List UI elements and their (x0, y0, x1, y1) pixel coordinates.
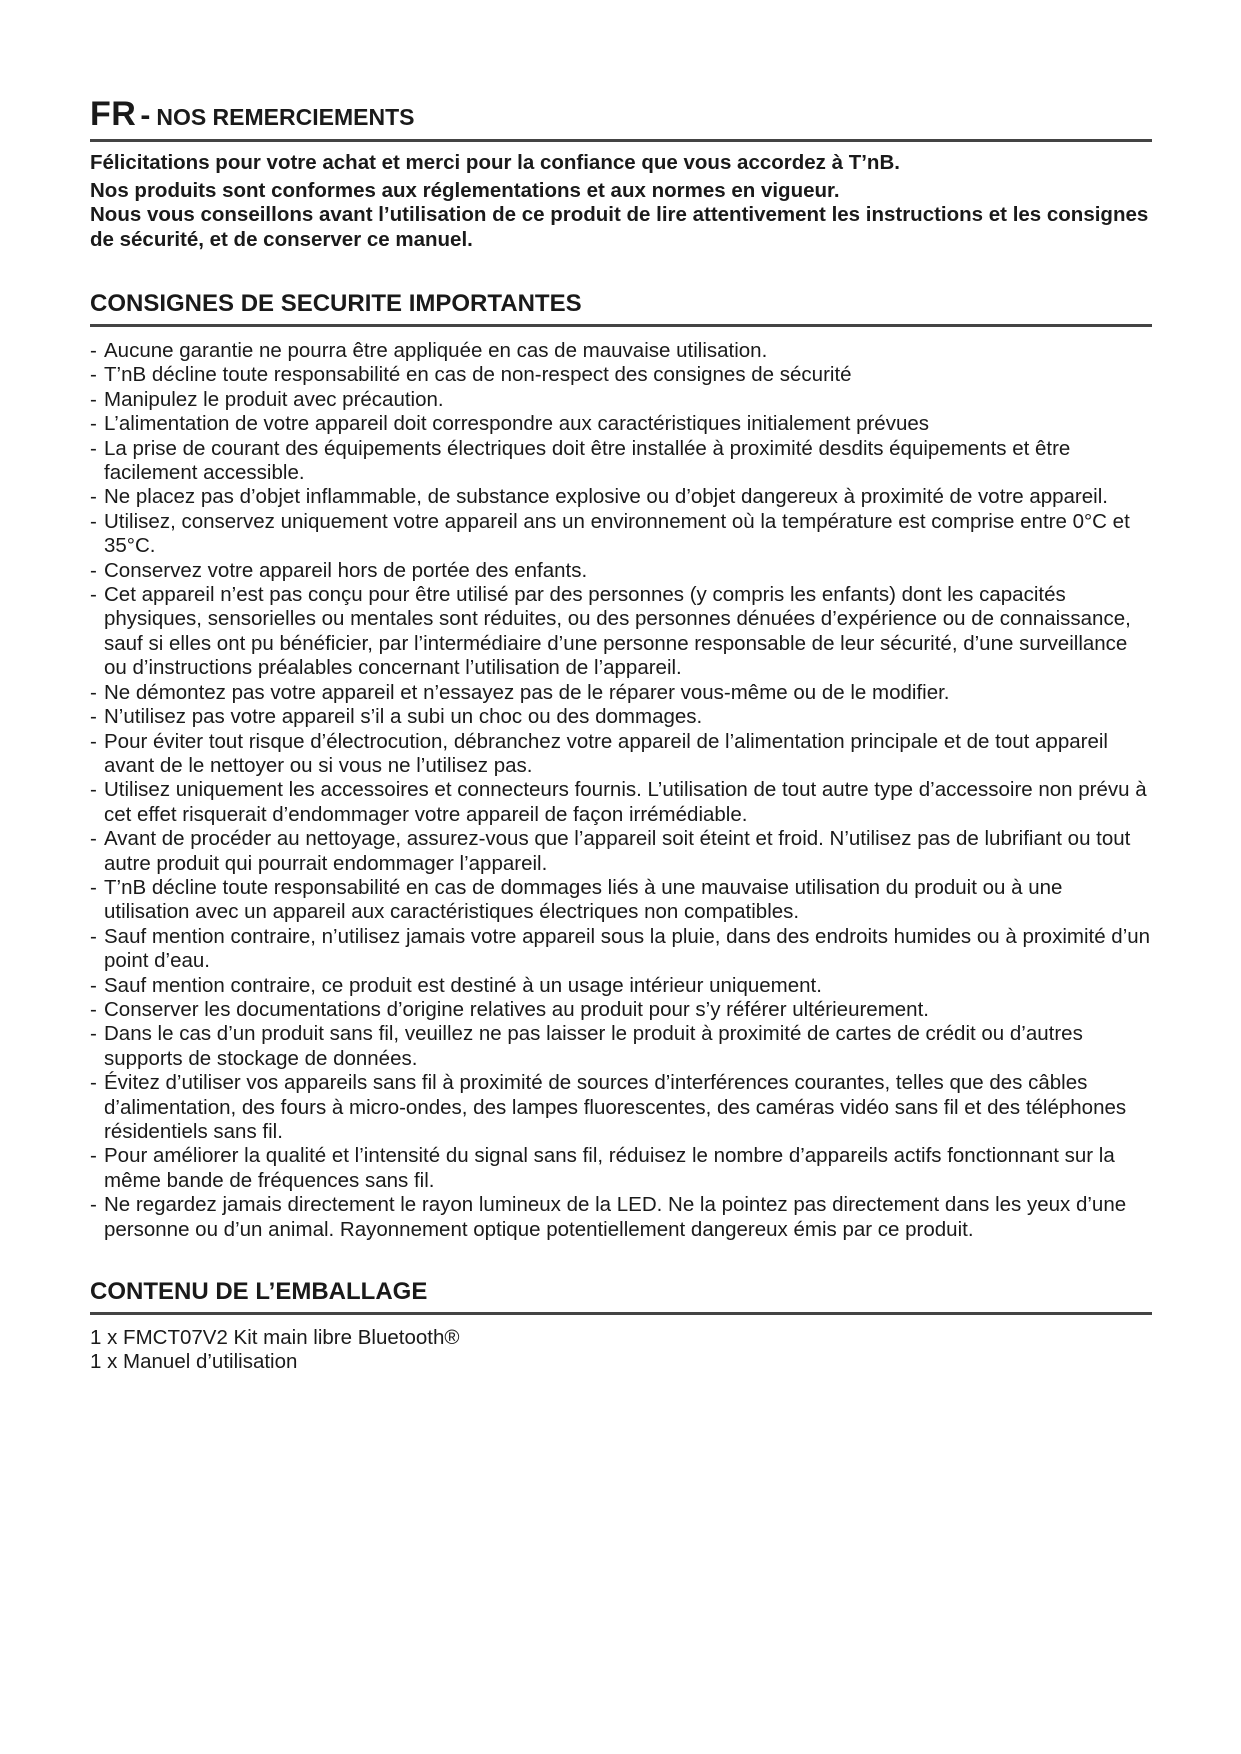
safety-item: - Pour éviter tout risque d’électrocution, débranchez votre appareil de l’alimentation principale et de tout appareil avant de le nettoyer ou si vous ne l’utilisez pas. (90, 730, 1152, 779)
package-divider (90, 1312, 1152, 1315)
safety-item: - Conserver les documentations d’origine relatives au produit pour s’y référer ultérieurement. (90, 998, 1152, 1022)
safety-item: - Ne regardez jamais directement le rayon lumineux de la LED. Ne la pointez pas directement dans les yeux d’une personne ou d’un animal. Rayonnement optique potentiellement dangereux émis par ce produit. (90, 1193, 1152, 1242)
safety-divider (90, 324, 1152, 327)
safety-item: - Dans le cas d’un produit sans fil, veuillez ne pas laisser le produit à proximité de cartes de crédit ou d’autres supports de stockage de données. (90, 1022, 1152, 1071)
safety-item: - Cet appareil n’est pas conçu pour être utilisé par des personnes (y compris les enfants) dont les capacités physiques, sensorielles ou mentales sont réduites, ou des personnes dénuées d’expérience ou de connaissance, sauf si elles ont pu bénéficier, par l’intermédiaire d’une personne responsable de leur sécurité, d’une surveillance ou d’instructions préalables concernant l’utilisation de l’appareil. (90, 583, 1152, 681)
title-separator: - (140, 99, 151, 132)
title-divider (90, 139, 1152, 142)
safety-item: - Pour améliorer la qualité et l’intensité du signal sans fil, réduisez le nombre d’appareils actifs fonctionnant sur la même bande de fréquences sans fil. (90, 1144, 1152, 1193)
safety-item: - L’alimentation de votre appareil doit correspondre aux caractéristiques initialement prévues (90, 412, 1152, 436)
safety-item: - Aucune garantie ne pourra être appliquée en cas de mauvaise utilisation. (90, 339, 1152, 363)
page-title-text: NOS REMERCIEMENTS (156, 104, 415, 130)
safety-item: - Avant de procéder au nettoyage, assurez-vous que l’appareil soit éteint et froid. N’utilisez pas de lubrifiant ou tout autre produit qui pourrait endommager l’appareil. (90, 827, 1152, 876)
page-title (90, 92, 1152, 136)
manual-page (90, 92, 1152, 1375)
safety-item: - Ne démontez pas votre appareil et n’essayez pas de le réparer vous-même ou de le modifier. (90, 681, 1152, 705)
safety-item: - Sauf mention contraire, n’utilisez jamais votre appareil sous la pluie, dans des endroits humides ou à proximité d’un point d’eau. (90, 925, 1152, 974)
intro-line: Félicitations pour votre achat et merci pour la confiance que vous accordez à T’nB. (90, 151, 900, 174)
safety-item: - Évitez d’utiliser vos appareils sans fil à proximité de sources d’interférences courantes, telles que des câbles d’alimentation, des fours à micro-ondes, des lampes fluorescentes, des caméras vidéo sans fil et des téléphones résidentiels sans fil. (90, 1071, 1152, 1144)
safety-item: - N’utilisez pas votre appareil s’il a subi un choc ou des dommages. (90, 705, 1152, 729)
safety-item: - Manipulez le produit avec précaution. (90, 388, 1152, 412)
safety-item: - Ne placez pas d’objet inflammable, de substance explosive ou d’objet dangereux à proximité de votre appareil. (90, 485, 1152, 509)
intro-paragraph (90, 151, 1152, 252)
intro-line: Nous vous conseillons avant l’utilisation de ce produit de lire attentivement les instructions et les consignes de sécurité, et de conserver ce manuel. (90, 203, 1149, 251)
package-section-title: CONTENU DE L’EMBALLAGE (90, 1278, 428, 1306)
package-item: 1 x Manuel d’utilisation (90, 1350, 298, 1374)
package-contents-list (90, 1326, 1152, 1375)
safety-item: - Utilisez, conservez uniquement votre appareil ans un environnement où la température est comprise entre 0°C et 35°C. (90, 510, 1152, 559)
safety-item: - T’nB décline toute responsabilité en cas de dommages liés à une mauvaise utilisation du produit ou à une utilisation avec un appareil aux caractéristiques électriques non compatibles. (90, 876, 1152, 925)
language-code: FR (90, 95, 137, 133)
safety-instructions-list (90, 339, 1152, 1242)
safety-section-title: CONSIGNES DE SECURITE IMPORTANTES (90, 290, 582, 317)
safety-item: - Utilisez uniquement les accessoires et connecteurs fournis. L’utilisation de tout autre type d’accessoire non prévu à cet effet risquerait d’endommager votre appareil de façon irrémédiable. (90, 778, 1152, 827)
intro-line: Nos produits sont conformes aux réglementations et aux normes en vigueur. (90, 178, 840, 202)
safety-item: - La prise de courant des équipements électriques doit être installée à proximité desdits équipements et être facilement accessible. (90, 437, 1152, 486)
package-item: 1 x FMCT07V2 Kit main libre Bluetooth® (90, 1326, 460, 1350)
safety-item: - T’nB décline toute responsabilité en cas de non-respect des consignes de sécurité (90, 363, 1152, 387)
safety-item: - Sauf mention contraire, ce produit est destiné à un usage intérieur uniquement. (90, 974, 1152, 998)
safety-item: - Conservez votre appareil hors de portée des enfants. (90, 559, 1152, 583)
